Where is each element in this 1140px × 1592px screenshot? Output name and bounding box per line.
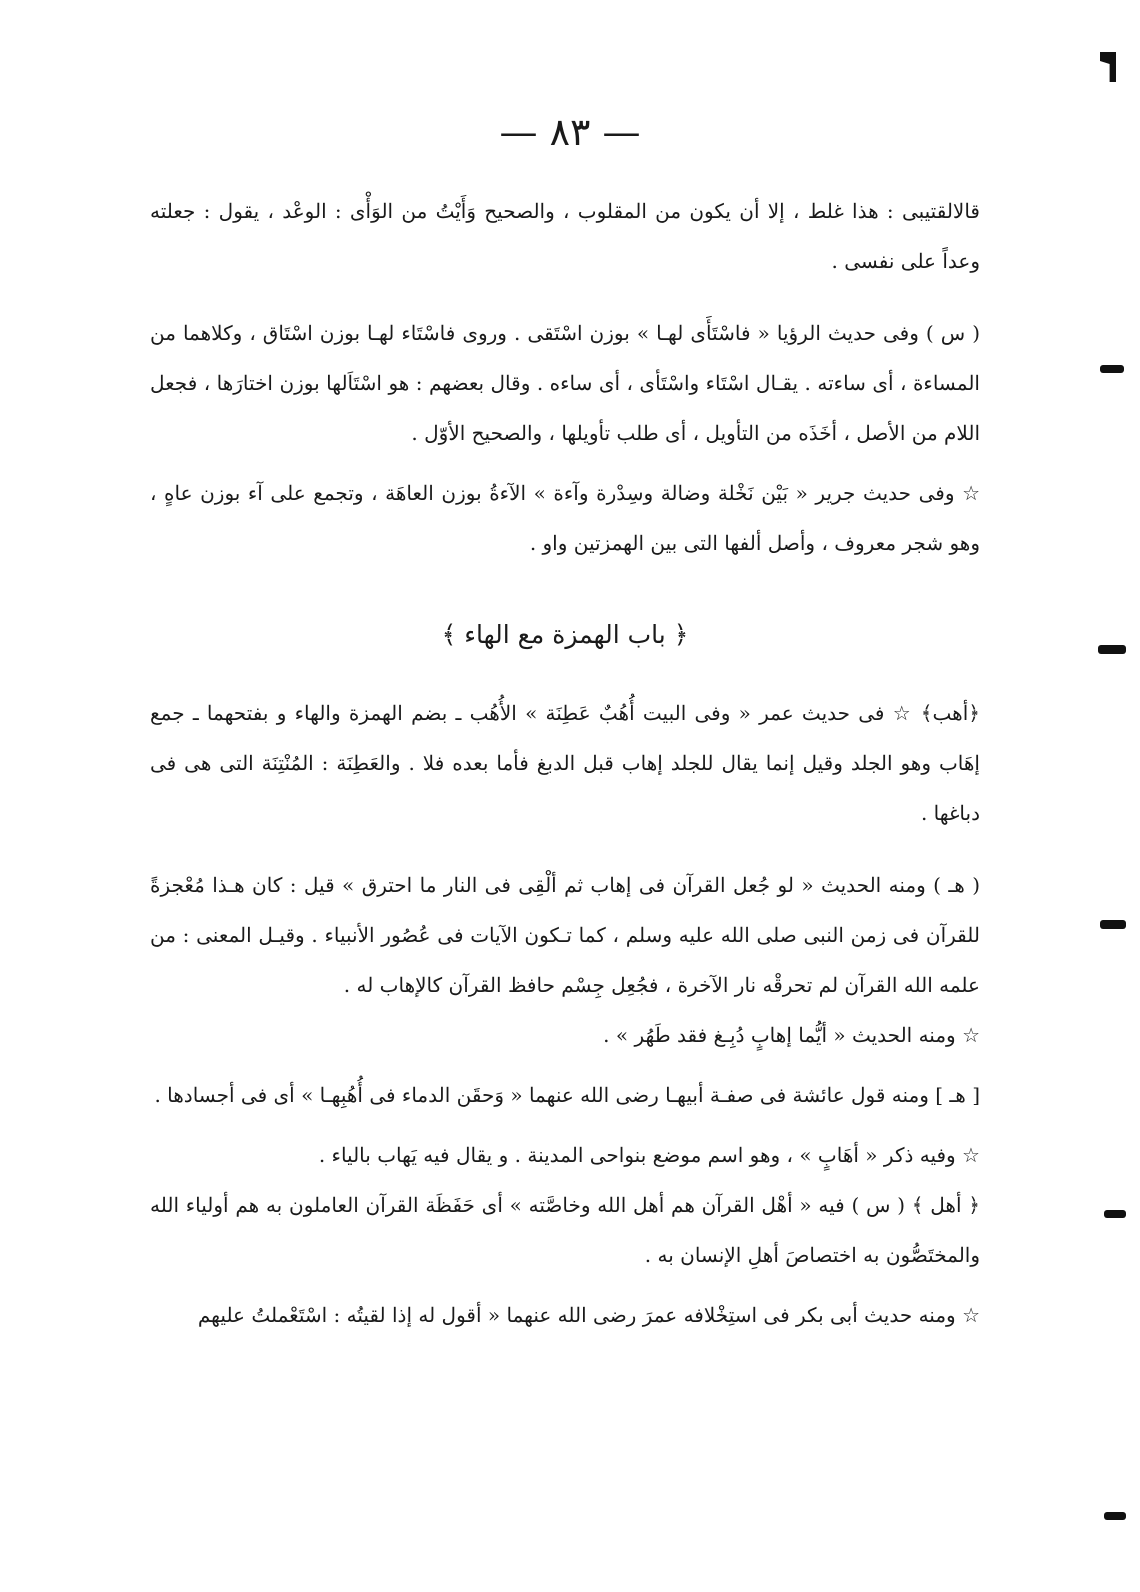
paragraph-abu-bakr: ☆ ومنه حديث أبى بكر فى استِخْلافه عمرَ رضى الله عنهما « أقول له إذا لقيتُه : اسْتَعْملتُ عليهم bbox=[197, 1303, 980, 1327]
margin-mark bbox=[1098, 645, 1126, 654]
paragraph-ahab-place: ☆ وفيه ذكر « أهَابٍ » ، وهو اسم موضع بنواحى المدينة . و يقال فيه يَهاب بالياء . bbox=[318, 1143, 980, 1167]
entry-ahab: ﴿أهب﴾ ☆ فى حديث عمر « وفى البيت أُهُبٌ عَطِنَة » الأُهُب ـ بضم الهمزة والهاء و بفتحهما ـ جمع إهَاب وهو الجلد وقيل إنما يقال للجلد إهاب قبل الدبغ فأما بعده فلا . والعَطِنَة : المُنْتِنَة التى هى فى دباغها . bbox=[150, 701, 980, 825]
page-body bbox=[150, 186, 980, 1340]
margin-mark bbox=[1100, 920, 1126, 929]
corner-mark bbox=[1100, 52, 1116, 82]
paragraph-qutaybi: قالالقتيبى : هذا غلط ، إلا أن يكون من المقلوب ، والصحيح وَأَيْتُ من الوَأْى : الوعْد ، يقول : جعلته وعداً على نفسى . bbox=[150, 199, 980, 273]
margin-mark bbox=[1104, 1512, 1126, 1520]
entry-ahl: ﴿ أهل ﴾ ( س ) فيه « أهْل القرآن هم أهل الله وخاصَّته » أى حَفَظَة القرآن العاملون به هم أولياء الله والمختَصُّون به اختصاصَ أهلِ الإنسان به . bbox=[150, 1193, 980, 1267]
paragraph-quran-ihab: ( هـ ) ومنه الحديث « لو جُعل القرآن فى إهاب ثم ألْقِى فى النار ما احترق » قيل : كان هـذا مُعْجزةً للقرآن فى زمن النبى صلى الله عليه وسلم ، كما تـكون الآيات فى عُصُور الأنبياء . وقيـل المعنى : من علمه الله القرآن لم تحرقْه نار الآخرة ، فجُعِل جِسْم حافظ القرآن كالإهاب له . bbox=[150, 873, 981, 997]
margin-mark bbox=[1104, 1210, 1126, 1218]
margin-mark bbox=[1100, 365, 1124, 373]
paragraph-jarir: ☆ وفى حديث جرير « بَيْن نَخْلة وضالة وسِدْرة وآءة » الآءةُ بوزن العاهَة ، وتجمع على آء بوزن عاهٍ ، وهو شجر معروف ، وأصل ألفها التى بين الهمزتين واو . bbox=[150, 481, 980, 555]
paragraph-ru-ya: ( س ) وفى حديث الرؤيا « فاسْتَأَى لهـا » بوزن اسْتَقى . وروى فاسْتَاء لهـا بوزن اسْتَاق ، وكلاهما من المساءة ، أى ساءته . يقـال اسْتَاء واسْتَأى ، أى ساءه . وقال بعضهم : هو اسْتَاَلها بوزن اختارَها ، فجعل اللام من الأصل ، أخَذَه من التأويل ، أى طلب تأويلها ، والصحيح الأوّل . bbox=[150, 321, 980, 445]
page-number: — ٨٣ — bbox=[499, 110, 641, 154]
paragraph-ayyuma-ihab: ☆ ومنه الحديث « أيُّما إهابٍ دُبِـغ فقد طَهُر » . bbox=[603, 1023, 980, 1047]
section-heading: ﴿ باب الهمزة مع الهاء ﴾ bbox=[441, 620, 689, 649]
paragraph-aisha: [ هـ ] ومنه قول عائشة فى صفـة أبيهـا رضى الله عنهما « وَحقَن الدماء فى أُهُبِهـا » أى فى أجسادها . bbox=[154, 1083, 980, 1107]
